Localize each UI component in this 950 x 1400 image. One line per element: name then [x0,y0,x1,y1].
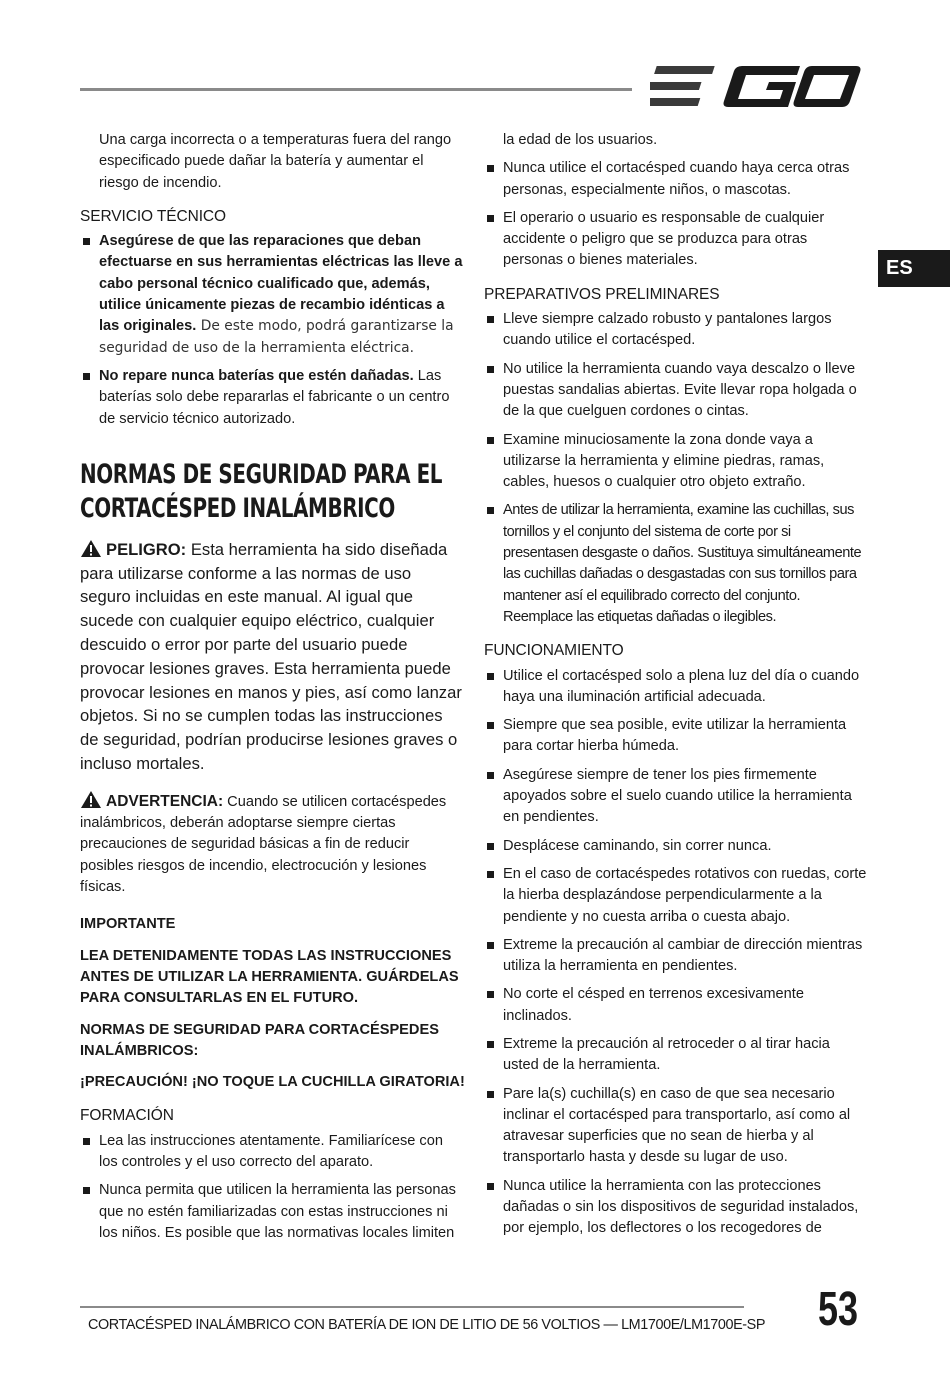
danger-notice: PELIGRO: Esta herramienta ha sido diseñada para utilizarse conforme a las normas de uso seguro incluidas en este manual. Al igual que sucede con cualquier equipo eléctrico, cualquier descuido o error por parte del usuario puede provocar lesiones graves. Esta herramienta puede provocar lesiones en manos y pies, así como lanzar objetos. Si no se cumplen todas las instrucciones de seguridad, podrían producirse lesiones graves o incluso mortales. [80,539,462,774]
list-item: El operario o usuario es responsable de cualquier accidente o peligro que se produzca para otras personas o bienes materiales. [484,208,869,272]
training-list [80,1131,465,1244]
bullet-icon [487,165,494,172]
bullet-icon [487,316,494,323]
safety-rules-heading: NORMAS DE SEGURIDAD PARA CORTACÉSPEDES INALÁMBRICOS: [80,1021,439,1059]
service-heading: SERVICIO TÉCNICO [80,207,226,225]
bullet-icon [487,673,494,680]
list-item: Nunca utilice la herramienta con las protecciones dañadas o sin los dispositivos de seguridad instalados, por ejemplo, los deflectores o los recogedores de [484,1176,869,1240]
footer-text: CORTACÉSPED INALÁMBRICO CON BATERÍA DE ION DE LITIO DE 56 VOLTIOS — LM1700E/LM1700E-SP [88,1317,766,1333]
prep-list [484,309,869,628]
language-tab: ES [878,250,950,287]
caution-notice: ¡PRECAUCIÓN! ¡NO TOQUE LA CUCHILLA GIRATORIA! [80,1074,465,1091]
bullet-icon [83,238,90,245]
bullet-icon [83,1138,90,1145]
read-instructions: LEA DETENIDAMENTE TODAS LAS INSTRUCCIONES ANTES DE UTILIZAR LA HERRAMIENTA. GUÁRDELAS PARA CONSULTARLAS EN EL FUTURO. [80,947,459,1007]
bullet-icon [487,507,494,514]
bullet-icon [487,1183,494,1190]
bullet-icon [487,942,494,949]
list-item: Utilice el cortacésped solo a plena luz del día o cuando haya una iluminación artificial adecuada. [484,666,869,709]
top-list [484,158,869,271]
bullet-icon [487,772,494,779]
list-item: Siempre que sea posible, evite utilizar la herramienta para cortar hierba húmeda. [484,715,869,758]
bullet-icon [487,871,494,878]
bullet-icon [83,373,90,380]
list-item: Asegúrese siempre de tener los pies firmemente apoyados sobre el suelo cuando utilice la herramienta en pendientes. [484,765,869,829]
list-item: Lea las instrucciones atentamente. Familiarícese con los controles y el uso correcto del aparato. [80,1131,465,1174]
list-item: Nunca permita que utilicen la herramienta las personas que no estén familiarizadas con estas instrucciones ni los niños. Es posible que las normativas locales limiten [80,1180,465,1244]
operation-heading: FUNCIONAMIENTO [484,642,624,660]
list-item: En el caso de cortacéspedes rotativos con ruedas, corte la hierba desplazándose perpendicularmente a la pendiente y no cuesta arriba o cuesta abajo. [484,864,869,928]
warning-triangle-icon [80,539,102,558]
warning-notice: ADVERTENCIA: Cuando se utilicen cortacéspedes inalámbricos, deberán adoptarse siempre ciertas precauciones de seguridad básicas a fin de reducir posibles riesgos de incendio, electrocución y lesiones físicas. [80,790,465,898]
prep-heading: PREPARATIVOS PRELIMINARES [484,285,720,303]
bullet-icon [83,1187,90,1194]
continuation-text: la edad de los usuarios. [503,132,658,148]
bullet-icon [487,722,494,729]
bullet-icon [487,1041,494,1048]
list-item: Pare la(s) cuchilla(s) en caso de que sea necesario inclinar el cortacésped para transportarlo, así como al atravesar superficies que no sean de hierba y al transportarlo hasta y desde su lugar de uso. [484,1084,869,1169]
intro-paragraph: Una carga incorrecta o a temperaturas fuera del rango especificado puede dañar la batería y aumentar el riesgo de incendio. [99,132,452,191]
bullet-icon [487,366,494,373]
bullet-icon [487,843,494,850]
bullet-icon [487,437,494,444]
list-item: Extreme la precaución al cambiar de dirección mientras utiliza la herramienta en pendientes. [484,935,869,978]
bullet-icon [487,991,494,998]
training-heading: FORMACIÓN [80,1107,174,1125]
list-item: Extreme la precaución al retroceder o al tirar hacia usted de la herramienta. [484,1034,869,1077]
ego-logo [650,62,862,112]
list-item: No repare nunca baterías que estén dañadas. Las baterías solo debe repararlas el fabricante o un centro de servicio técnico autorizado. [80,366,465,430]
header-rule [80,88,632,91]
bullet-icon [487,1091,494,1098]
danger-label: PELIGRO: [106,539,187,559]
list-item: Nunca utilice el cortacésped cuando haya cerca otras personas, especialmente niños, o mascotas. [484,158,869,201]
left-column [80,130,465,1251]
warning-label: ADVERTENCIA: [106,792,224,810]
right-column [484,130,869,1247]
list-item: Antes de utilizar la herramienta, examine las cuchillas, sus tornillos y el conjunto del sistema de corte por si presentasen desgaste o daños. Sustituya simultáneamente las cuchillas dañadas o desgastadas con sus tornillos para mantener así el equilibrado correcto del conjunto. Reemplace las etiquetas dañadas o ilegibles. [484,500,869,628]
footer-rule [80,1306,744,1308]
service-list [80,231,465,430]
list-item: Desplácese caminando, sin correr nunca. [484,836,869,857]
warning-triangle-icon [80,790,102,809]
list-item: Examine minuciosamente la zona donde vaya a utilizarse la herramienta y elimine piedras, ramas, cables, huesos o cualquier otro objeto extraño. [484,430,869,494]
operation-list [484,666,869,1240]
list-item: No utilice la herramienta cuando vaya descalzo o lleve puestas sandalias abiertas. Evite llevar ropa holgada o de la que cuelguen cordones o cintas. [484,359,869,423]
page-number: 53 [818,1283,859,1336]
section-title: NORMAS DE SEGURIDAD PARA EL CORTACÉSPED INALÁMBRICO [80,458,443,524]
important-heading: IMPORTANTE [80,916,176,933]
list-item: Asegúrese de que las reparaciones que deban efectuarse en sus herramientas eléctricas las lleve a cabo personal técnico cualificado que, además, utilice únicamente piezas de recambio idénticas a las originales. De este modo, podrá garantizarse la seguridad de uso de la herramienta eléctrica. [80,231,465,359]
bullet-icon [487,215,494,222]
list-item: No corte el césped en terrenos excesivamente inclinados. [484,984,869,1027]
list-item: Lleve siempre calzado robusto y pantalones largos cuando utilice el cortacésped. [484,309,869,352]
